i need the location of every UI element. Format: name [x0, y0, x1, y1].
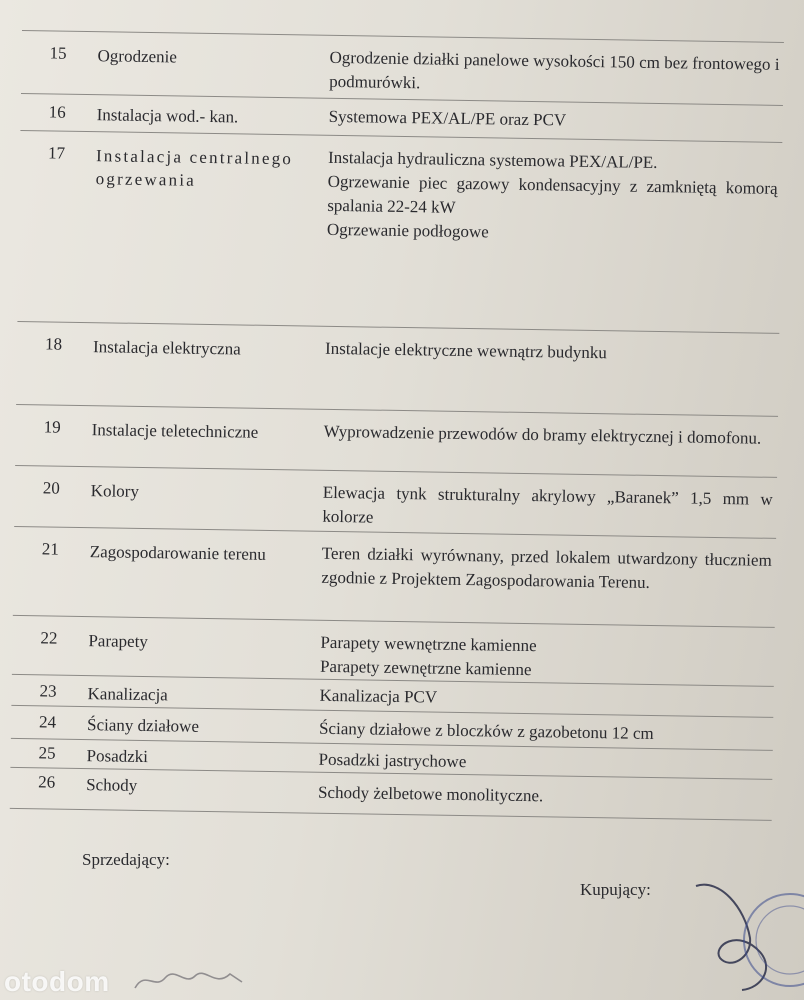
- row-description: Instalacje elektryczne wewnątrz budynku: [324, 338, 607, 363]
- row-description: Posadzki jastrychowe: [318, 749, 467, 772]
- row-number: 18: [44, 334, 63, 354]
- row-description: Parapety wewnętrzne kamienne Parapety zewnętrzne kamienne: [319, 632, 537, 680]
- row-item-name: Parapety: [88, 631, 149, 652]
- row-item-name: Instalacje teletechniczne: [91, 420, 259, 442]
- row-item-name: Instalacja elektryczna: [92, 337, 241, 359]
- otodom-watermark-logo: otodom: [4, 966, 110, 997]
- row-description: Wyprowadzenie przewodów do bramy elektrycznej i domofonu.: [323, 421, 762, 448]
- row-item-name: Kanalizacja: [87, 684, 168, 705]
- buyer-signature-and-stamp: [690, 878, 804, 1000]
- table-row: [13, 527, 776, 628]
- row-number: 21: [41, 539, 59, 559]
- row-number: 17: [47, 143, 66, 163]
- row-number: 25: [38, 743, 56, 763]
- row-description: Ściany działowe z bloczków z gazobetonu 12 cm: [318, 718, 654, 744]
- row-number: 26: [38, 772, 56, 792]
- row-number: 15: [49, 43, 67, 63]
- row-number: 24: [38, 712, 57, 732]
- table-row: [17, 131, 782, 334]
- row-item-name: Kolory: [90, 481, 140, 501]
- row-item-name: Zagospodarowanie terenu: [89, 542, 267, 564]
- row-number: 19: [43, 417, 61, 437]
- row-item-name: Schody: [86, 775, 138, 795]
- row-description: Schody żelbetowe monolityczne.: [317, 782, 544, 806]
- table-row: [16, 322, 779, 417]
- row-number: 22: [40, 628, 58, 648]
- specification-table: [10, 30, 784, 821]
- row-number: 16: [48, 102, 66, 122]
- table-row: [21, 30, 784, 106]
- row-description: Kanalizacja PCV: [319, 685, 438, 707]
- row-item-name: Ściany działowe: [86, 715, 200, 736]
- row-item-name: Instalacja wod.- kan.: [96, 105, 239, 127]
- row-item-name: Posadzki: [86, 746, 149, 767]
- buyer-signature-label: Kupujący:: [580, 880, 651, 899]
- row-description: Elewacja tynk strukturalny akrylowy „Baranek” 1,5 mm w kolorze: [322, 482, 773, 527]
- row-item-name: Ogrodzenie: [97, 46, 178, 67]
- row-description: Ogrodzenie działki panelowe wysokości 150 cm bez frontowego i podmurówki.: [329, 47, 780, 93]
- seller-handwritten-signature: [130, 960, 250, 996]
- seller-signature-label: Sprzedający:: [82, 850, 170, 869]
- row-description: Instalacja hydrauliczna systemowa PEX/AL/PE. Ogrzewanie piec gazowy kondensacyjny z zamkniętą komorą spalania 22-24 kW Ogrzewanie podłogowe: [326, 147, 778, 242]
- row-number: 23: [39, 681, 57, 701]
- row-description: Systemowa PEX/AL/PE oraz PCV: [328, 106, 567, 130]
- row-item-name: Instalacja centralnego ogrzewania: [95, 146, 294, 190]
- row-description: Teren działki wyrównany, przed lokalem utwardzony tłucznie​m zgodnie z Projektem Zagospodarowania Terenu.: [321, 543, 772, 592]
- row-number: 20: [42, 478, 60, 498]
